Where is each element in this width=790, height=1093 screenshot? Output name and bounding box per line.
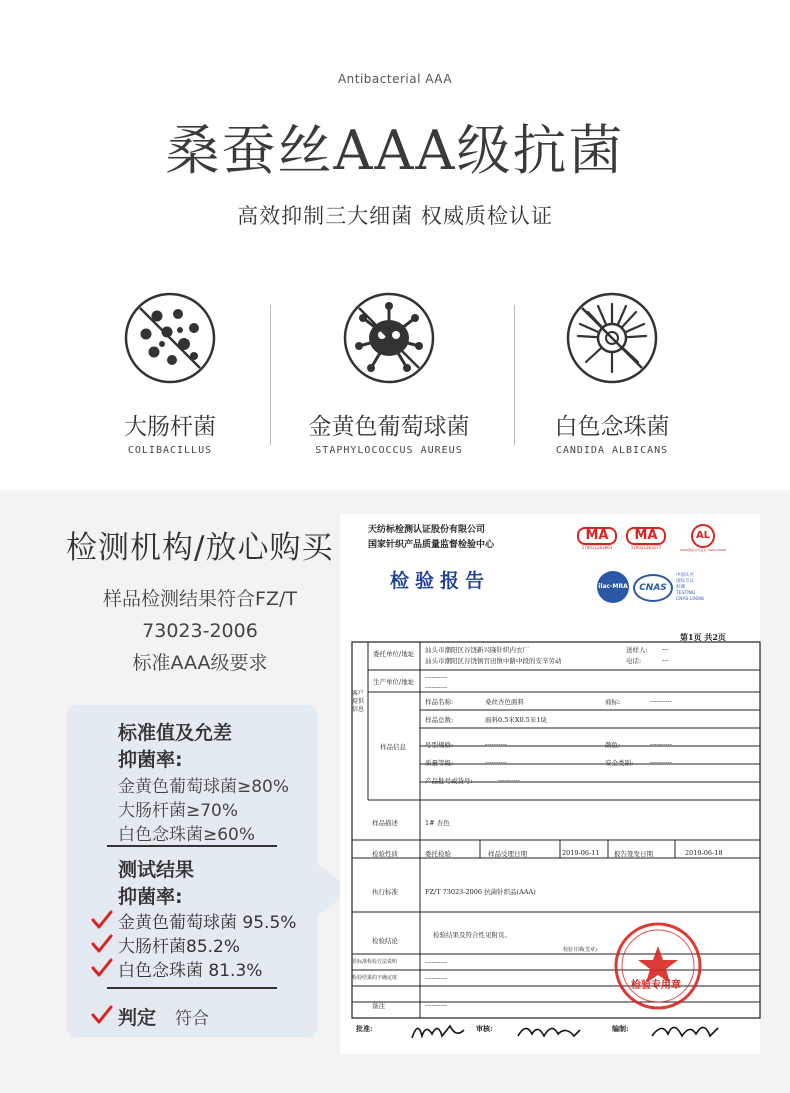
editor-signature	[648, 1016, 722, 1046]
producer-label: 生产单位/地址	[373, 678, 415, 686]
sample-desc-label: 样品描述	[372, 819, 398, 827]
candida-icon	[564, 290, 660, 386]
check-icon	[91, 910, 113, 930]
producer-value: ----------	[425, 683, 447, 691]
bacteria-name-en: COLIBACILLUS	[127, 445, 213, 456]
edit-label: 编制:	[612, 1024, 629, 1033]
safety-value: ----------	[650, 758, 672, 766]
bacteria-name-en: STAPHYLOCOCCUS AUREUS	[315, 445, 463, 456]
sign-date: 校验日期(签章)	[563, 947, 597, 953]
report-org-line: 国家针织产品质量监督检验中心	[368, 540, 495, 550]
sample-qty-value: 面料0.5米X0.5米1块	[485, 716, 547, 724]
conclusion-label: 检验结论	[372, 937, 398, 945]
cnas-text: 中国认可	[676, 573, 694, 578]
cal-badge	[678, 524, 728, 554]
report-org-line: 天纺标检测认证股份有限公司	[368, 525, 486, 535]
remark2-value: ----------	[425, 974, 447, 982]
cma-badge	[577, 527, 617, 553]
bacteria-name: 金黄色葡萄球菌	[308, 414, 470, 440]
approver-signature	[408, 1016, 468, 1046]
check-icon	[91, 958, 113, 978]
standard-heading: 标准值及允差	[118, 722, 233, 744]
sample-info-label: 样品信息	[380, 743, 406, 751]
cma-badge	[626, 527, 666, 553]
sample-qty-label: 样品总数:	[425, 716, 454, 724]
cal-badge-mark: AL	[691, 524, 715, 548]
conform-line: 样品检测结果符合FZ/T	[103, 588, 297, 610]
review-label: 审核:	[476, 1024, 493, 1033]
ilac-badge	[597, 571, 629, 603]
report-title: 检验报告	[390, 570, 491, 592]
color-value: ----------	[650, 740, 672, 748]
cma-badge-mark: MA	[626, 527, 666, 545]
bacteria-name-en: CANDIDA ALBICANS	[555, 445, 669, 456]
subtitle-en: Antibacterial AAA	[337, 72, 453, 86]
standard-item: 白色念珠菌≥60%	[118, 825, 256, 845]
inspection-type-value: 委托检验	[425, 850, 451, 858]
note-value: ----------	[425, 1001, 447, 1009]
remark1-value: ----------	[425, 958, 447, 966]
cma-badge-number: 170011263277	[630, 545, 662, 550]
reviewer-signature	[514, 1018, 584, 1046]
phone-label: 电话:	[626, 657, 642, 665]
model-value: ----------	[485, 740, 507, 748]
bacteria-name: 白色念珠菌	[554, 414, 670, 440]
approve-label: 批准:	[356, 1024, 373, 1033]
result-item: 白色念珠菌 81.3%	[118, 961, 263, 981]
inspection-stamp	[610, 918, 706, 1014]
sample-name-value: 桑丝杏色面料	[485, 698, 524, 706]
divider	[270, 305, 271, 445]
phone-value: ---	[662, 656, 669, 664]
verdict-label: 判定	[118, 1007, 157, 1029]
producer-value: ----------	[425, 673, 447, 681]
cnas-text: 检测	[676, 585, 685, 590]
cma-badge-number: 170011263663	[581, 545, 613, 550]
standard-label: 执行标准	[372, 888, 398, 896]
card-divider	[107, 987, 277, 989]
receive-date-label: 样品受理日期	[488, 850, 527, 858]
standard-item: 大肠杆菌≥70%	[118, 801, 239, 821]
bacteria-item-candida	[497, 290, 727, 456]
remark2-label: 检验结果的不确定度	[352, 975, 398, 981]
model-label: 号型规格:	[425, 741, 454, 749]
bacteria-item-colibacillus	[55, 290, 285, 456]
receive-date-value: 2019-06-11	[562, 849, 600, 857]
inspection-type-label: 检验性质	[372, 850, 398, 858]
cnas-text-block	[676, 573, 704, 603]
trademark-value: ----------	[650, 697, 672, 705]
cnas-text: TESTING	[676, 591, 696, 596]
sender-label: 送样人:	[626, 646, 648, 654]
card-divider	[107, 845, 277, 847]
inspection-title: 检测机构/放心购买	[66, 530, 334, 566]
sample-desc-value: 1# 杏色	[425, 819, 450, 827]
standard-value: FZ/T 73023-2006 抗菌针织品(AAA)	[425, 888, 536, 896]
conform-line: 73023-2006	[142, 620, 258, 642]
cnas-badge-text: CNAS	[639, 583, 667, 593]
client-info-label: 客户提供信息	[352, 690, 365, 713]
trademark-label: 商标:	[605, 698, 621, 706]
cal-badge-text: CNAS国家认可证书 CNAS L0698	[680, 548, 726, 552]
remark1-label: 非标准检验方法说明	[352, 959, 398, 965]
standard-item: 金黄色葡萄球菌≥80%	[118, 777, 290, 797]
issue-date-value: 2019-06-18	[685, 849, 723, 857]
ilac-badge-text: ilac-MRA	[598, 583, 628, 590]
sample-name-label: 样品名称:	[425, 698, 454, 706]
grade-label: 质量等级:	[425, 759, 454, 767]
tagline: 高效抑制三大细菌 权威质检认证	[237, 204, 553, 228]
note-label: 备注	[372, 1002, 385, 1010]
issue-date-label: 报告签发日期	[614, 850, 653, 858]
results-heading: 测试结果	[118, 859, 195, 881]
cnas-text: CNAS L0698	[676, 597, 704, 602]
stamp-text: 检验专用章	[631, 980, 681, 991]
cnas-text: 国际互认	[676, 579, 694, 584]
grade-value: ----------	[485, 758, 507, 766]
batch-label: 产品批号或货号:	[425, 777, 473, 785]
cnas-badge	[633, 574, 673, 602]
cma-badge-mark: MA	[577, 527, 617, 545]
page-title: 桑蚕丝AAA级抗菌	[165, 119, 625, 182]
check-icon	[91, 934, 113, 954]
conform-text	[70, 583, 330, 679]
client-unit-value: 汕头市潮阳区谷饶镇官田镇中路中段的安辛劳动	[425, 657, 562, 665]
staphylococcus-icon	[341, 290, 437, 386]
check-icon	[91, 1005, 113, 1025]
result-item: 金黄色葡萄球菌 95.5%	[118, 913, 297, 933]
bacteria-item-staphylococcus	[274, 290, 504, 456]
bacteria-name: 大肠杆菌	[124, 414, 216, 440]
standard-sub: 抑菌率:	[118, 749, 183, 771]
client-unit-value: 汕头市潮阳区谷饶新兴隆针织内衣厂	[425, 646, 529, 654]
result-item: 大肠杆菌85.2%	[118, 937, 241, 957]
client-unit-label: 委托单位/地址	[373, 650, 415, 658]
conclusion-value: 检验结果及符合性见附页。	[433, 931, 511, 939]
batch-value: ----------	[498, 776, 520, 784]
report-page-number: 第1页 共2页	[680, 632, 726, 642]
results-sub: 抑菌率:	[118, 886, 183, 908]
verdict-value: 符合	[175, 1009, 209, 1029]
color-label: 颜色:	[605, 741, 621, 749]
colibacillus-icon	[122, 290, 218, 386]
conform-line: 标准AAA级要求	[132, 652, 268, 674]
safety-label: 安全类别:	[605, 759, 634, 767]
sender-value: ---	[662, 645, 669, 653]
